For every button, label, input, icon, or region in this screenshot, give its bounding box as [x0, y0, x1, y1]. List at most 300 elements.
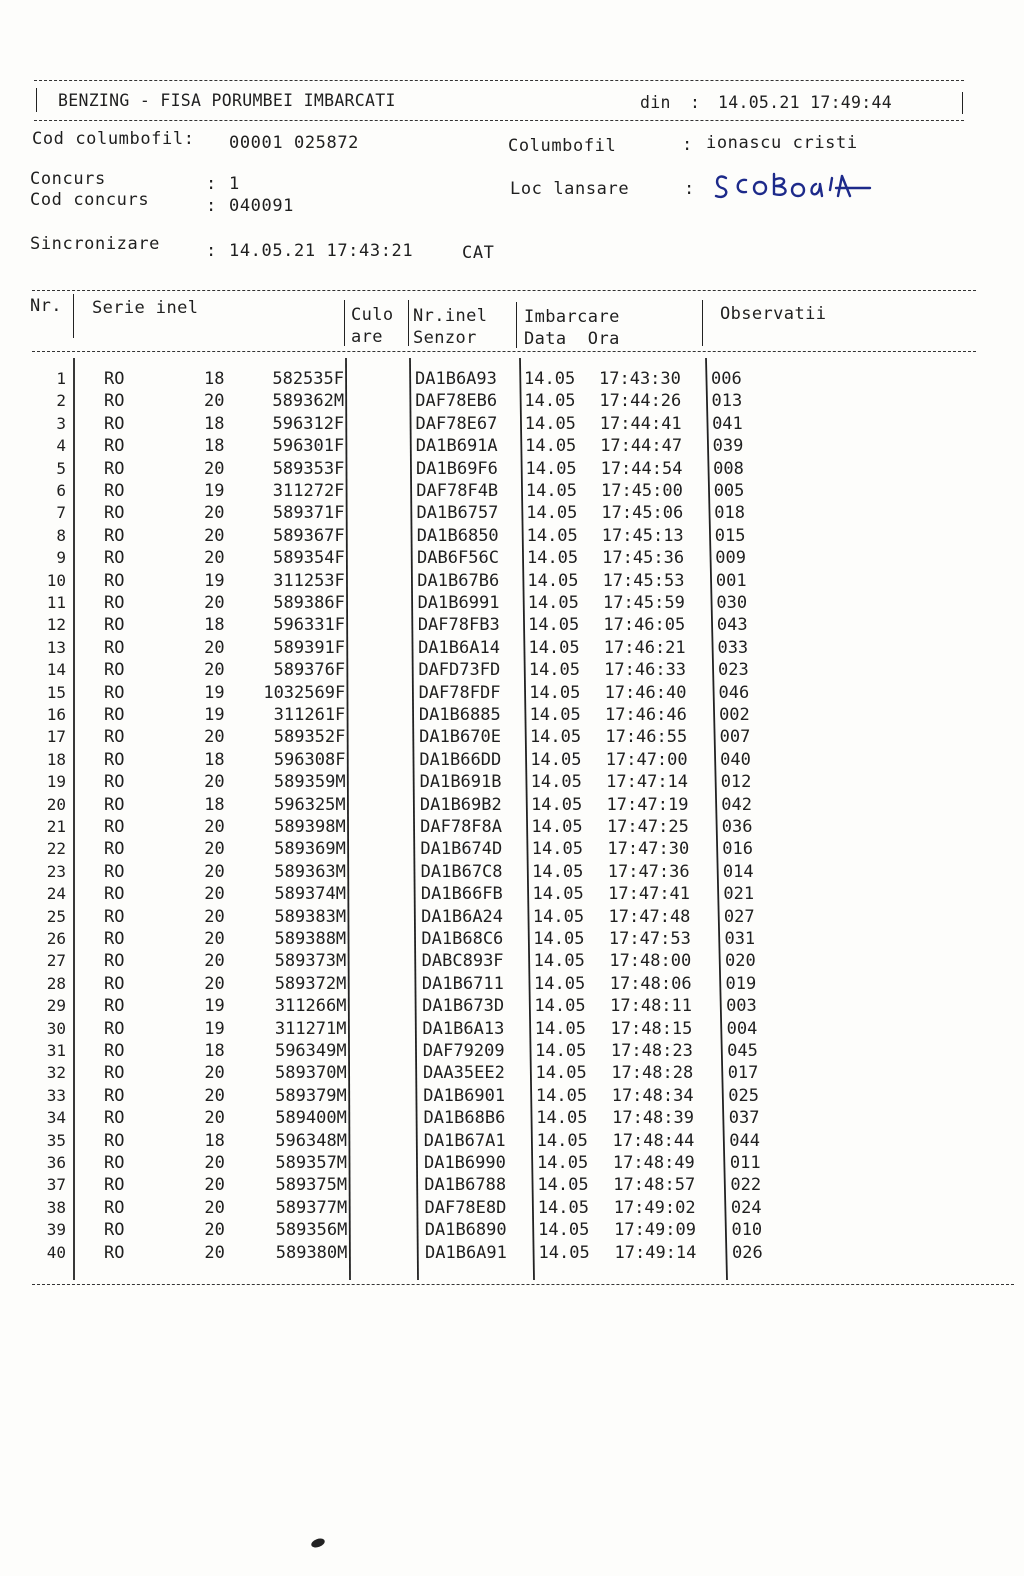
- table-row: [0, 795, 1024, 817]
- cell-nr: 11: [46, 593, 66, 612]
- cell-ora: 17:44:26: [599, 391, 682, 412]
- cell-data: 14.05: [526, 548, 579, 569]
- cell-an: 20: [204, 973, 225, 994]
- table-row: [0, 974, 1024, 996]
- cell-an: 19: [204, 1018, 225, 1039]
- cell-tara: RO: [104, 772, 125, 793]
- cell-senzor: DA1B67C8: [420, 861, 503, 882]
- cod-columbofil-label: Cod columbofil:: [32, 129, 195, 149]
- cell-an: 20: [204, 637, 225, 658]
- cell-obs: 023: [718, 660, 749, 681]
- cell-ora: 17:47:53: [608, 929, 691, 949]
- cell-ora: 17:46:55: [605, 727, 688, 748]
- cell-serie: 589369M: [274, 839, 346, 860]
- cell-ora: 17:48:28: [611, 1063, 694, 1084]
- cell-senzor: DA1B6A24: [421, 906, 504, 927]
- table-row: [0, 414, 1024, 436]
- cell-nr: 40: [46, 1242, 66, 1262]
- cell-serie: 589379M: [275, 1085, 347, 1106]
- cell-ora: 17:46:46: [604, 705, 687, 725]
- cell-an: 20: [204, 1108, 225, 1129]
- cell-tara: RO: [104, 1153, 125, 1173]
- cell-an: 18: [204, 1041, 225, 1061]
- cell-obs: 001: [715, 570, 747, 591]
- cell-an: 20: [204, 817, 225, 837]
- cell-senzor: DA1B67B6: [417, 570, 500, 591]
- cell-tara: RO: [104, 817, 125, 837]
- cell-obs: 019: [725, 973, 757, 994]
- cell-serie: 589398M: [274, 817, 346, 837]
- cell-nr: 12: [46, 615, 66, 635]
- cell-obs: 030: [716, 593, 748, 613]
- cell-senzor: DA1B6711: [421, 973, 504, 994]
- cell-obs: 025: [728, 1085, 759, 1106]
- cell-nr: 1: [56, 369, 66, 388]
- sincronizare-colon: :: [206, 241, 217, 261]
- cod-concurs-label: Cod concurs: [30, 190, 150, 210]
- cell-obs: 042: [721, 794, 752, 815]
- cell-data: 14.05: [536, 1130, 588, 1151]
- cell-ora: 17:47:19: [606, 794, 689, 815]
- cell-nr: 10: [46, 570, 66, 590]
- cell-serie: 589388M: [274, 929, 347, 949]
- cell-an: 20: [204, 839, 225, 860]
- cell-obs: 013: [711, 391, 743, 412]
- cell-data: 14.05: [528, 637, 580, 658]
- cell-ora: 17:48:34: [611, 1085, 694, 1106]
- table-row: [0, 907, 1024, 929]
- cell-obs: 040: [720, 749, 751, 770]
- cell-data: 14.05: [532, 861, 584, 882]
- cell-tara: RO: [104, 369, 125, 389]
- cell-serie: 589372M: [274, 973, 347, 994]
- cell-serie: 589367F: [272, 525, 345, 546]
- table-row: [0, 1108, 1024, 1130]
- cell-an: 19: [204, 705, 225, 725]
- table-row: [0, 1243, 1024, 1265]
- cell-senzor: DA1B691B: [419, 772, 502, 793]
- cell-serie: 589353F: [272, 458, 345, 479]
- cell-ora: 17:46:40: [604, 682, 687, 703]
- cell-an: 20: [204, 1197, 225, 1218]
- cod-columbofil-value: 00001 025872: [229, 133, 360, 153]
- cell-senzor: DA1B6991: [417, 593, 500, 613]
- cell-an: 20: [204, 929, 225, 949]
- cell-data: 14.05: [524, 391, 576, 412]
- cell-tara: RO: [104, 637, 125, 658]
- cell-ora: 17:48:06: [609, 973, 692, 994]
- table-row: [0, 503, 1024, 525]
- cell-an: 18: [204, 413, 225, 434]
- cell-data: 14.05: [526, 503, 578, 524]
- cell-an: 20: [204, 1220, 225, 1241]
- cell-serie: 596308F: [273, 749, 346, 770]
- table-row: [0, 817, 1024, 839]
- col-header-imbarcare-2: Data Ora: [524, 329, 620, 349]
- cell-senzor: DA1B68B6: [423, 1108, 506, 1129]
- cell-data: 14.05: [537, 1197, 589, 1218]
- cell-serie: 311271M: [274, 1018, 347, 1039]
- col-header-senzor-2: Senzor: [413, 328, 477, 348]
- cell-nr: 29: [46, 996, 66, 1016]
- table-row: [0, 929, 1024, 951]
- col-header-culoare-2: are: [351, 327, 383, 347]
- cell-senzor: DAF78F4B: [416, 481, 499, 501]
- cell-nr: 4: [56, 436, 66, 456]
- table-row: [0, 862, 1024, 884]
- cell-ora: 17:43:30: [599, 369, 681, 389]
- cell-an: 18: [204, 1130, 225, 1151]
- cell-an: 20: [204, 660, 225, 681]
- cell-obs: 026: [732, 1242, 763, 1263]
- cell-nr: 16: [46, 705, 66, 724]
- cell-tara: RO: [104, 1063, 125, 1084]
- cell-ora: 17:46:05: [603, 615, 686, 636]
- cell-an: 20: [204, 1063, 225, 1084]
- cell-obs: 008: [713, 458, 744, 479]
- cell-data: 14.05: [537, 1153, 589, 1173]
- cell-an: 20: [204, 1175, 225, 1196]
- cell-ora: 17:44:41: [599, 413, 682, 434]
- table-row: [0, 369, 1024, 391]
- table-row: [0, 884, 1024, 906]
- cell-nr: 3: [56, 413, 66, 433]
- cell-an: 18: [204, 615, 225, 636]
- cell-senzor: DA1B6850: [416, 525, 499, 546]
- cell-obs: 039: [712, 436, 744, 457]
- cell-serie: 596349M: [274, 1041, 347, 1061]
- cell-ora: 17:48:57: [613, 1175, 696, 1196]
- cell-tara: RO: [104, 391, 125, 412]
- cell-data: 14.05: [524, 413, 576, 434]
- table-row: [0, 1198, 1024, 1220]
- cell-tara: RO: [104, 1018, 125, 1039]
- cell-data: 14.05: [527, 570, 579, 591]
- cell-senzor: DA1B69B2: [419, 794, 502, 815]
- table-row: [0, 1041, 1024, 1063]
- cell-ora: 17:48:11: [610, 996, 693, 1017]
- cell-obs: 003: [726, 996, 757, 1017]
- cell-senzor: DA1B670E: [419, 727, 501, 748]
- cell-tara: RO: [104, 861, 125, 882]
- col-header-senzor-1: Nr.inel: [413, 306, 488, 326]
- cell-an: 20: [204, 861, 225, 882]
- cell-nr: 19: [46, 772, 66, 792]
- cell-ora: 17:48:23: [610, 1041, 693, 1061]
- sincronizare-tz: CAT: [462, 243, 495, 263]
- cell-senzor: DAA35EE2: [422, 1063, 505, 1084]
- cell-tara: RO: [104, 593, 125, 613]
- cell-an: 20: [204, 525, 225, 546]
- cod-concurs-colon: :: [206, 196, 217, 216]
- cell-obs: 016: [722, 839, 754, 860]
- cell-tara: RO: [104, 481, 125, 501]
- cell-tara: RO: [104, 682, 125, 703]
- cell-nr: 17: [46, 727, 66, 747]
- cell-tara: RO: [104, 525, 125, 546]
- cell-obs: 031: [724, 929, 756, 949]
- cell-an: 19: [204, 570, 225, 591]
- cell-senzor: DA1B69F6: [416, 458, 498, 479]
- cell-tara: RO: [104, 705, 125, 725]
- table-row: [0, 436, 1024, 458]
- table-row: [0, 459, 1024, 481]
- loc-lansare-colon: :: [684, 179, 695, 199]
- cell-serie: 596331F: [273, 615, 345, 636]
- cell-serie: 589354F: [273, 548, 345, 569]
- cell-an: 20: [204, 548, 225, 569]
- cell-data: 14.05: [529, 705, 581, 725]
- cell-data: 14.05: [533, 951, 585, 972]
- cell-serie: 589362M: [272, 391, 345, 412]
- cell-ora: 17:44:54: [600, 458, 683, 479]
- cell-tara: RO: [104, 1175, 125, 1196]
- cell-data: 14.05: [531, 839, 583, 860]
- cell-tara: RO: [104, 996, 125, 1017]
- cell-nr: 14: [46, 660, 66, 680]
- cell-serie: 311253F: [273, 570, 345, 591]
- cell-tara: RO: [104, 1041, 125, 1061]
- cell-senzor: DA1B674D: [420, 839, 503, 860]
- cell-obs: 010: [731, 1220, 763, 1241]
- cell-tara: RO: [104, 794, 125, 815]
- cell-tara: RO: [104, 503, 125, 524]
- cell-obs: 015: [714, 525, 746, 546]
- cell-ora: 17:45:13: [601, 525, 684, 546]
- cell-an: 20: [204, 593, 225, 613]
- cell-serie: 589370M: [275, 1063, 347, 1084]
- cell-data: 14.05: [532, 884, 584, 905]
- concurs-label: Concurs: [30, 169, 106, 189]
- cell-senzor: DABC893F: [421, 951, 504, 972]
- cell-ora: 17:46:21: [603, 637, 686, 658]
- table-row: [0, 996, 1024, 1018]
- cell-data: 14.05: [536, 1108, 588, 1129]
- cell-serie: 589352F: [273, 727, 346, 748]
- cell-data: 14.05: [534, 1018, 586, 1039]
- cell-obs: 033: [717, 637, 749, 658]
- cell-ora: 17:48:00: [609, 951, 692, 972]
- cell-an: 18: [204, 794, 225, 815]
- col-header-observatii: Observatii: [720, 304, 827, 324]
- cell-senzor: DA1B691A: [415, 436, 498, 457]
- cell-senzor: DA1B6A93: [415, 369, 497, 389]
- cell-data: 14.05: [530, 749, 582, 770]
- concurs-colon: :: [206, 174, 217, 194]
- cell-senzor: DAF79209: [422, 1041, 505, 1061]
- cell-tara: RO: [104, 839, 125, 860]
- cell-senzor: DAB6F56C: [417, 548, 499, 569]
- cell-serie: 589371F: [272, 503, 345, 524]
- cell-tara: RO: [104, 413, 125, 434]
- cell-nr: 34: [46, 1108, 66, 1128]
- table-row: [0, 1086, 1024, 1108]
- cell-obs: 005: [713, 481, 745, 501]
- cell-data: 14.05: [535, 1041, 587, 1061]
- cell-obs: 007: [719, 727, 751, 748]
- cell-data: 14.05: [531, 794, 583, 815]
- cell-tara: RO: [104, 1197, 125, 1218]
- cell-obs: 011: [729, 1153, 761, 1173]
- cell-tara: RO: [104, 1130, 125, 1151]
- cell-data: 14.05: [538, 1220, 590, 1241]
- cell-an: 20: [204, 1085, 225, 1106]
- cell-serie: 589400M: [275, 1108, 347, 1129]
- cell-serie: 582535F: [272, 369, 344, 389]
- cell-serie: 589356M: [275, 1220, 348, 1241]
- cell-serie: 596325M: [274, 794, 346, 815]
- cell-tara: RO: [104, 929, 125, 949]
- cell-nr: 7: [56, 503, 66, 523]
- table-row: [0, 571, 1024, 593]
- table-row: [0, 951, 1024, 973]
- cell-senzor: DAFD73FD: [418, 660, 501, 681]
- cell-nr: 20: [46, 794, 66, 814]
- cell-tara: RO: [104, 749, 125, 770]
- cell-ora: 17:45:53: [602, 570, 685, 591]
- cell-ora: 17:48:15: [610, 1018, 693, 1039]
- cell-obs: 046: [718, 682, 750, 703]
- cell-ora: 17:49:02: [613, 1197, 696, 1218]
- cell-ora: 17:47:41: [608, 884, 691, 905]
- cell-serie: 589375M: [275, 1175, 348, 1196]
- cell-nr: 26: [46, 929, 66, 948]
- cell-serie: 589391F: [273, 637, 346, 658]
- cell-serie: 589357M: [275, 1153, 348, 1173]
- table-row: [0, 839, 1024, 861]
- cell-an: 19: [204, 481, 225, 501]
- cell-data: 14.05: [529, 682, 581, 703]
- cell-data: 14.05: [530, 772, 582, 793]
- cell-senzor: DA1B6990: [423, 1153, 506, 1173]
- loc-lansare-label: Loc lansare: [510, 179, 630, 199]
- cell-ora: 17:48:49: [612, 1153, 695, 1173]
- cell-tara: RO: [104, 1242, 125, 1263]
- table-row: [0, 391, 1024, 413]
- cell-nr: 23: [46, 861, 66, 881]
- cell-nr: 33: [46, 1085, 66, 1105]
- cell-tara: RO: [104, 884, 125, 905]
- table-row: [0, 1019, 1024, 1041]
- cell-tara: RO: [104, 906, 125, 927]
- cell-obs: 024: [730, 1197, 762, 1218]
- cell-tara: RO: [104, 548, 125, 569]
- cell-senzor: DA1B6788: [424, 1175, 507, 1196]
- table-row: [0, 1131, 1024, 1153]
- cell-an: 18: [204, 749, 225, 770]
- cell-an: 19: [204, 996, 225, 1017]
- report-title: BENZING - FISA PORUMBEI IMBARCATI: [58, 91, 396, 110]
- cell-senzor: DA1B6757: [416, 503, 499, 524]
- cell-an: 20: [204, 391, 225, 412]
- cell-obs: 021: [723, 884, 755, 905]
- cell-an: 20: [204, 1153, 225, 1173]
- cell-senzor: DAF78FB3: [417, 615, 500, 636]
- col-header-nr: Nr.: [30, 296, 62, 316]
- table-row: [0, 1063, 1024, 1085]
- cell-senzor: DA1B66FB: [420, 884, 503, 905]
- cell-nr: 24: [46, 884, 66, 904]
- cell-obs: 012: [720, 772, 752, 793]
- cell-serie: 589377M: [275, 1197, 348, 1218]
- cell-an: 20: [204, 727, 225, 748]
- cell-data: 14.05: [525, 436, 577, 457]
- cell-serie: 589363M: [274, 861, 346, 882]
- cell-nr: 22: [46, 839, 66, 859]
- columbofil-label: Columbofil: [508, 136, 617, 156]
- cell-obs: 009: [715, 548, 747, 569]
- table-row: [0, 727, 1024, 749]
- cell-nr: 18: [46, 749, 66, 769]
- cell-tara: RO: [104, 973, 125, 994]
- cell-data: 14.05: [535, 1063, 587, 1084]
- cell-tara: RO: [104, 1108, 125, 1129]
- cell-data: 14.05: [528, 615, 580, 636]
- cell-nr: 2: [56, 391, 66, 411]
- cell-ora: 17:45:59: [602, 593, 685, 613]
- cell-an: 20: [204, 503, 225, 524]
- cell-senzor: DA1B67A1: [423, 1130, 506, 1151]
- report-date-colon: :: [690, 93, 701, 112]
- sincronizare-value: 14.05.21 17:43:21: [229, 241, 414, 261]
- cell-ora: 17:45:00: [600, 481, 683, 501]
- cell-serie: 589359M: [273, 772, 346, 793]
- cell-serie: 596348M: [275, 1130, 347, 1151]
- cell-serie: 589376F: [273, 660, 346, 681]
- cell-nr: 37: [46, 1175, 66, 1195]
- cell-obs: 036: [721, 817, 753, 837]
- cell-an: 20: [204, 1242, 225, 1263]
- cell-ora: 17:47:48: [608, 906, 691, 927]
- cell-ora: 17:45:06: [601, 503, 684, 524]
- cell-an: 20: [204, 772, 225, 793]
- cell-tara: RO: [104, 436, 125, 457]
- cell-obs: 002: [719, 705, 750, 725]
- cell-an: 18: [204, 436, 225, 457]
- cell-obs: 044: [729, 1130, 761, 1151]
- col-header-imbarcare-1: Imbarcare: [524, 307, 620, 327]
- cell-ora: 17:47:00: [605, 749, 688, 770]
- cell-data: 14.05: [537, 1175, 589, 1196]
- cell-data: 14.05: [532, 906, 585, 927]
- cell-data: 14.05: [533, 929, 585, 949]
- table-row: [0, 683, 1024, 705]
- cell-senzor: DA1B66DD: [419, 749, 502, 770]
- cell-obs: 006: [711, 369, 742, 389]
- cell-serie: 596312F: [272, 413, 345, 434]
- cell-data: 14.05: [525, 458, 577, 479]
- cell-obs: 022: [730, 1175, 762, 1196]
- table-row: [0, 638, 1024, 660]
- cell-nr: 31: [46, 1041, 66, 1060]
- cell-an: 20: [204, 951, 225, 972]
- cell-tara: RO: [104, 1220, 125, 1241]
- cod-concurs-value: 040091: [229, 196, 295, 216]
- cell-nr: 8: [56, 525, 66, 545]
- cell-tara: RO: [104, 615, 125, 636]
- table-row: [0, 615, 1024, 637]
- cell-serie: 589383M: [274, 906, 347, 927]
- cell-tara: RO: [104, 570, 125, 591]
- cell-senzor: DAF78E8D: [424, 1197, 507, 1218]
- table-row: [0, 526, 1024, 548]
- cell-obs: 014: [722, 861, 754, 882]
- cell-nr: 25: [46, 906, 66, 926]
- cell-obs: 018: [714, 503, 745, 524]
- table-row: [0, 481, 1024, 503]
- cell-data: 14.05: [535, 1085, 588, 1106]
- sincronizare-label: Sincronizare: [30, 234, 161, 254]
